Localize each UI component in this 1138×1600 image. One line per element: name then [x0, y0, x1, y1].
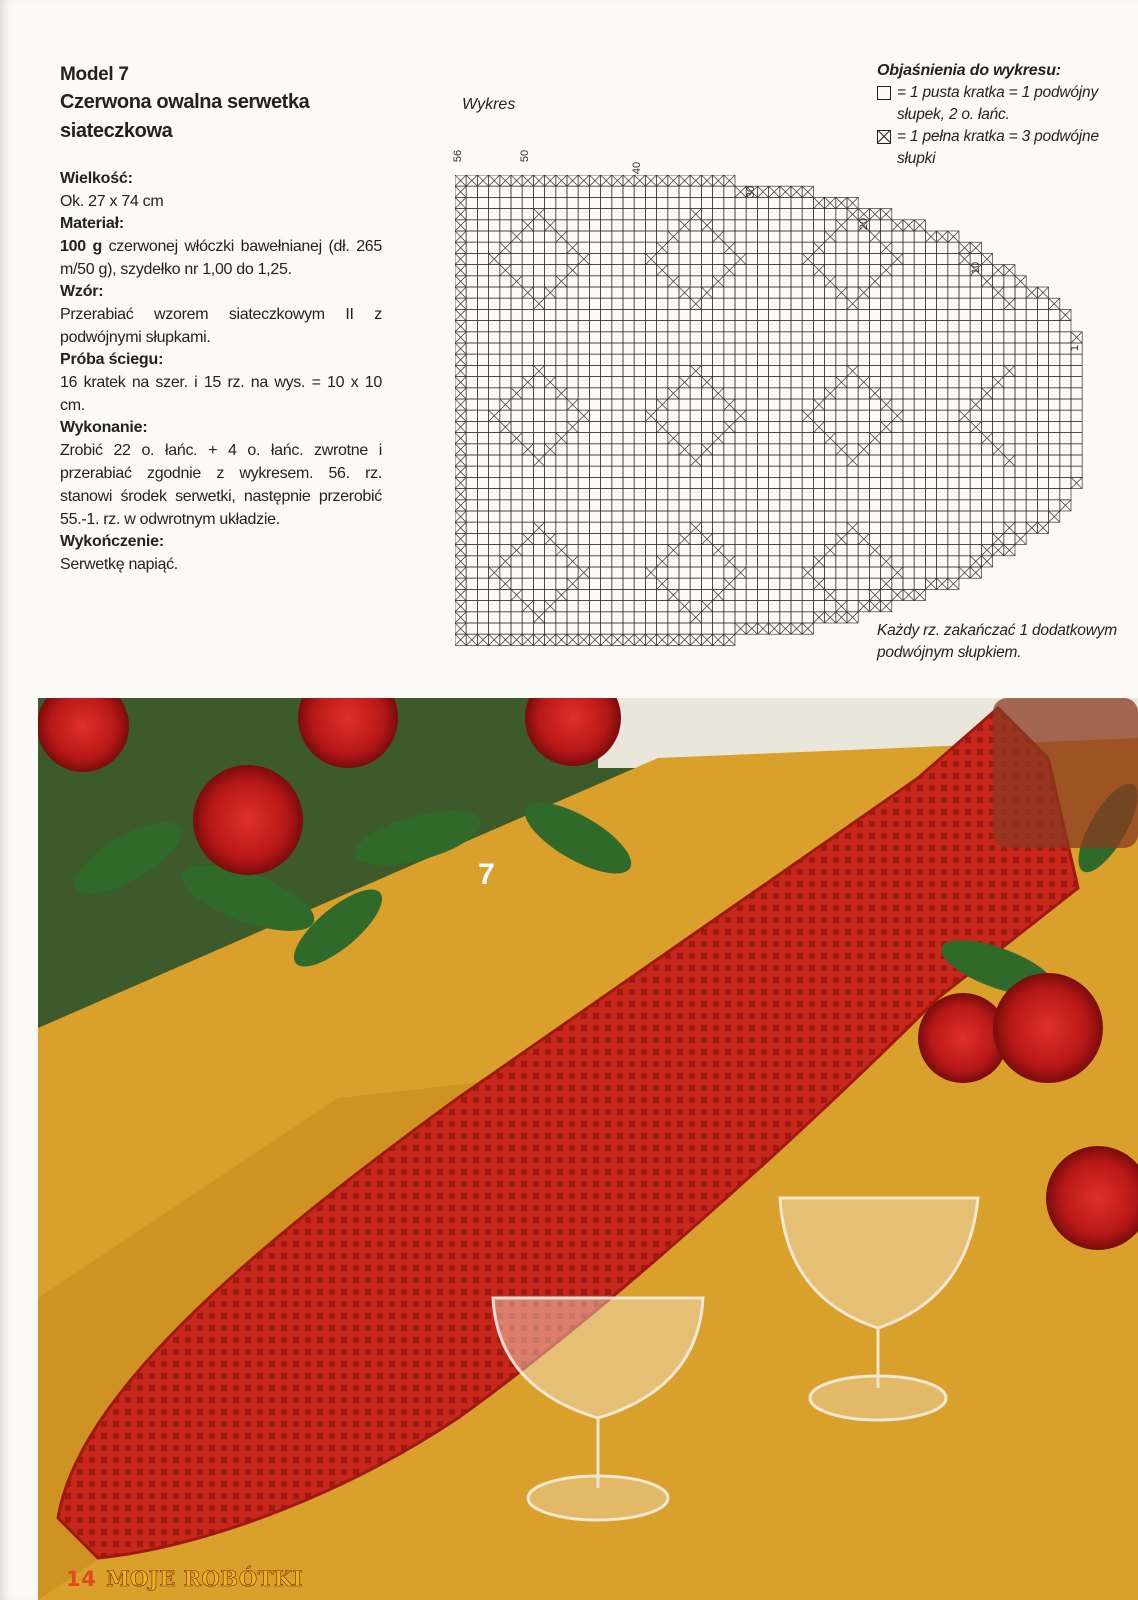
row-number-30: 30 [745, 185, 758, 199]
pattern-title [60, 88, 382, 146]
row-number-10: 10 [970, 261, 983, 275]
size-heading: Wielkość: [60, 170, 133, 187]
legend-full-row [877, 126, 1127, 170]
work-text: Zrobić 22 o. łańc. + 4 o. łańc. zwrotne i przerabiać zgodnie z wykresem. 56. rz. stanowi środek serwetki, następnie przerobić 55.-1. rz. w odwrotnym układzie. [60, 442, 382, 528]
title-line-2: siateczkowa [60, 120, 173, 142]
finish-heading: Wykończenie: [60, 533, 164, 550]
title-line-1: Czerwona owalna serwetka [60, 91, 310, 113]
row-number-56: 56 [452, 149, 465, 163]
page-number: 14 [66, 1567, 97, 1591]
finish-text: Serwetkę napiąć. [60, 556, 178, 573]
gauge-heading: Próba ściegu: [60, 351, 164, 368]
page-footer [66, 1566, 303, 1591]
magazine-name: MOJE ROBÓTKI [106, 1566, 303, 1591]
row-number-50: 50 [519, 149, 532, 163]
legend-empty-row [877, 82, 1127, 126]
chart-label: Wykres [462, 96, 516, 113]
product-photo [38, 698, 1138, 1600]
legend-title: Objaśnienia do wykresu: [877, 62, 1061, 79]
size-text: Ok. 27 x 74 cm [60, 193, 164, 210]
chart-legend [877, 60, 1127, 170]
row-number-1: 1 [1069, 344, 1082, 352]
crossed-square-icon [877, 130, 891, 144]
instructions-column [60, 62, 382, 576]
pattern-text: Przerabiać wzorem siateczkowym II z podwójnymi słupkami. [60, 306, 382, 346]
model-number: Model 7 [60, 64, 129, 85]
row-number-20: 20 [858, 217, 871, 231]
gauge-text: 16 kratek na szer. i 15 rz. na wys. = 10 x 10 cm. [60, 374, 382, 414]
photo-model-number: 7 [478, 858, 495, 891]
legend-empty-text: = 1 pusta kratka = 1 podwójny słupek, 2 o. łańc. [897, 84, 1098, 123]
filet-chart-grid [455, 175, 1105, 675]
photo-illustration [38, 698, 1138, 1600]
material-heading: Materiał: [60, 215, 124, 232]
legend-full-text: = 1 pełna kratka = 3 podwójne słupki [897, 128, 1099, 167]
work-heading: Wykonanie: [60, 419, 148, 436]
row-end-note: Każdy rz. zakańczać 1 dodatkowym podwójnym słupkiem. [877, 622, 1117, 661]
wicker-basket [993, 698, 1138, 848]
material-desc: czerwonej włóczki bawełnianej (dł. 265 m/50 g), szydełko nr 1,00 do 1,25. [60, 238, 382, 278]
pattern-heading: Wzór: [60, 283, 104, 300]
empty-square-icon [877, 86, 891, 100]
material-text [60, 235, 382, 281]
material-amount: 100 g [60, 238, 102, 255]
row-number-40: 40 [631, 161, 644, 175]
